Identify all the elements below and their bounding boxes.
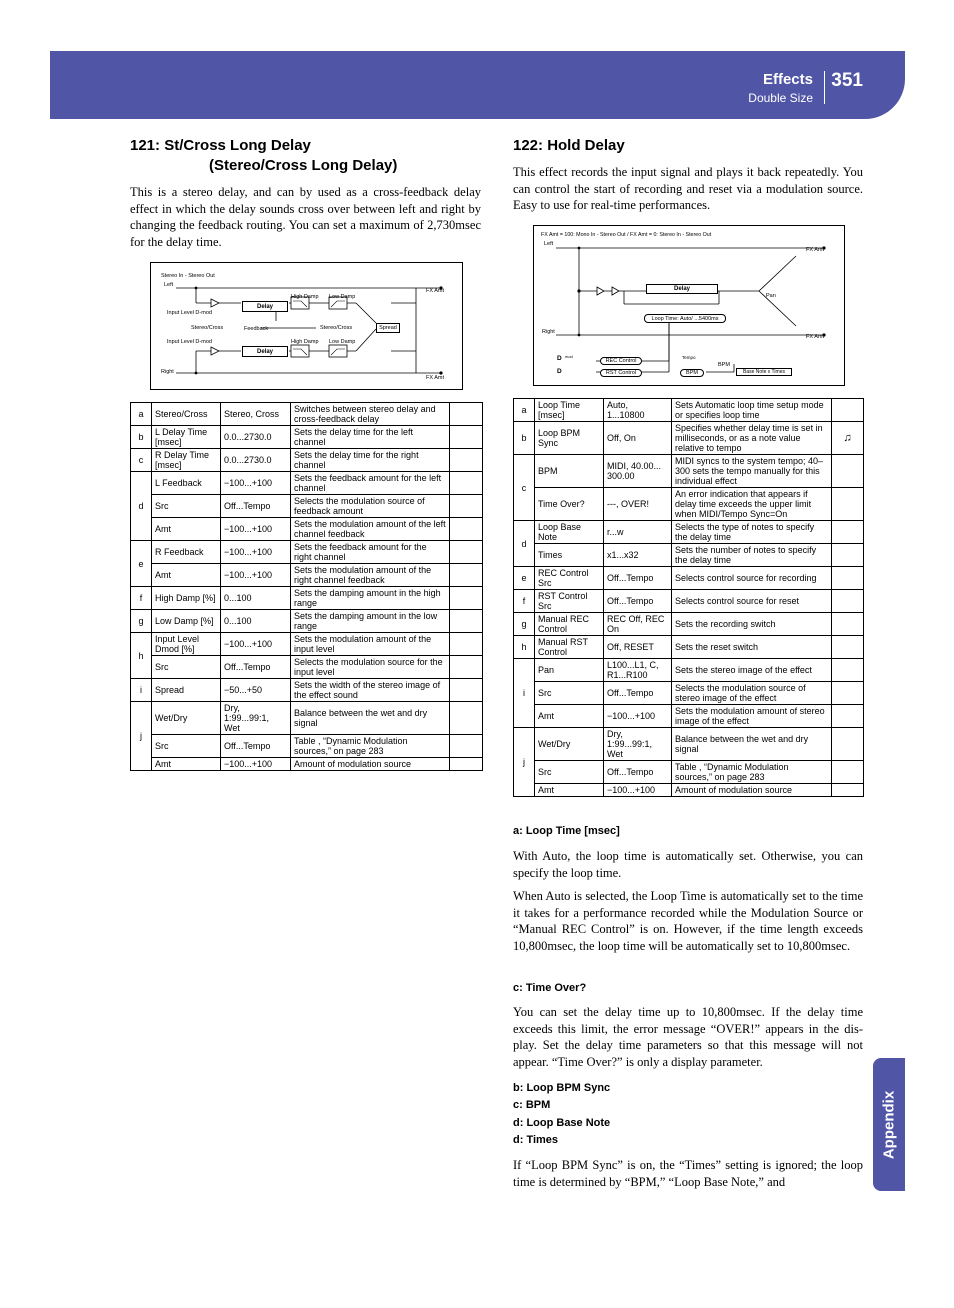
param-note	[832, 728, 864, 761]
param-range: −100...+100	[604, 705, 672, 728]
param-range: Off...Tempo	[221, 735, 291, 758]
param-key: h	[131, 633, 152, 679]
param-range: −100...+100	[221, 564, 291, 587]
time-over-para: You can set the delay time up to 10,800msec. If the delay time exceeds this limit, the error message “OVER!” appears in the dis-play. Set the delay time parameters so that this message will not appear. “Time Over?” is only a display parameter.	[513, 1005, 863, 1069]
param-range: Off...Tempo	[604, 567, 672, 590]
loop-time-para-1: With Auto, the loop time is automatically set. Otherwise, you can specify the loop time.	[513, 849, 863, 880]
param-key: e	[131, 541, 152, 587]
param-range: Off, On	[604, 422, 672, 455]
param-description: Sets the damping amount in the low range	[291, 610, 450, 633]
param-note	[832, 488, 864, 521]
param-description: Selects the modulation source of stereo image of the effect	[672, 682, 832, 705]
param-key: b	[131, 426, 152, 449]
param-range: 0.0...2730.0	[221, 449, 291, 472]
param-note	[450, 610, 483, 633]
param-name: Pan	[535, 659, 604, 682]
param-range: REC Off, REC On	[604, 613, 672, 636]
table-row	[514, 636, 864, 659]
param-note	[450, 758, 483, 771]
param-description: Selects the modulation source for the input level	[291, 656, 450, 679]
param-description: Sets the modulation amount of the left channel feedback	[291, 518, 450, 541]
param-note	[450, 403, 483, 426]
param-description: Sets the delay time for the right channel	[291, 449, 450, 472]
param-note	[832, 399, 864, 422]
param-key: c	[131, 449, 152, 472]
table-row	[514, 521, 864, 544]
param-name: Input Level Dmod [%]	[152, 633, 221, 656]
param-range: Auto, 1...10800	[604, 399, 672, 422]
param-range: Dry, 1:99...99:1, Wet	[604, 728, 672, 761]
diagram-delay-box: Delay	[646, 284, 718, 294]
param-name: Low Damp [%]	[152, 610, 221, 633]
table-row	[514, 761, 864, 784]
param-description: Specifies whether delay time is set in milliseconds, or as a note value relative to tempo	[672, 422, 832, 455]
param-description: Table , “Dynamic Modulation sources,” on page 283	[672, 761, 832, 784]
loop-bpm-sync-subhead: b: Loop BPM Sync	[513, 1082, 611, 1094]
param-name: R Feedback	[152, 541, 221, 564]
param-key: i	[131, 679, 152, 702]
bpm-subhead: c: BPM	[513, 1099, 551, 1111]
param-range: Off, RESET	[604, 636, 672, 659]
page-number: 351	[831, 70, 863, 91]
param-key: e	[514, 567, 535, 590]
param-name: L Feedback	[152, 472, 221, 495]
param-range: −100...+100	[221, 633, 291, 656]
param-note	[450, 426, 483, 449]
diagram-low-damp-top: Low Damp	[329, 294, 356, 300]
param-range: MIDI, 40.00... 300.00	[604, 455, 672, 488]
loop-time-subhead: a: Loop Time [msec]	[513, 825, 620, 837]
param-note	[450, 702, 483, 735]
diagram-d-mod-1: D	[557, 355, 562, 362]
diagram-fx-amt-bottom: FX Amt	[806, 334, 825, 340]
diagram-d-mod-2: D	[557, 368, 562, 375]
diagram-rst-control-pill: RST Control	[600, 369, 642, 377]
param-note	[450, 518, 483, 541]
param-range: 0.0...2730.0	[221, 426, 291, 449]
diagram-input-level-bottom: Input Level D-mod	[167, 339, 212, 345]
param-description: Table , “Dynamic Modulation sources,” on page 283	[291, 735, 450, 758]
param-description: Balance between the wet and dry signal	[672, 728, 832, 761]
param-range: −100...+100	[604, 784, 672, 797]
diagram-left-label: Left	[164, 282, 174, 288]
param-description: An error indication that appears if delay time exceeds the upper limit when MIDI/Tempo Sync=On	[672, 488, 832, 521]
diagram-right-label: Right	[542, 329, 555, 335]
effect-122-parameter-table	[513, 398, 864, 797]
param-name: High Damp [%]	[152, 587, 221, 610]
param-range: −100...+100	[221, 472, 291, 495]
effect-121-parameter-table	[130, 402, 483, 771]
loop-base-note-subhead: d: Loop Base Note	[513, 1117, 611, 1129]
param-name: Src	[152, 656, 221, 679]
param-description: Sets the modulation amount of stereo image of the effect	[672, 705, 832, 728]
diagram-stereo-cross-left: Stereo/Cross	[191, 325, 224, 331]
diagram-title: Stereo In - Stereo Out	[161, 273, 215, 279]
table-row	[514, 544, 864, 567]
param-description: Sets the modulation amount of the right channel feedback	[291, 564, 450, 587]
param-description: Sets the damping amount in the high range	[291, 587, 450, 610]
table-row	[514, 728, 864, 761]
page-header	[50, 51, 905, 119]
appendix-tab[interactable]	[873, 1058, 905, 1191]
param-note	[450, 656, 483, 679]
effect-121-heading: 121: St/Cross Long Delay	[130, 137, 311, 154]
table-row	[131, 541, 483, 564]
param-note	[450, 587, 483, 610]
param-name: Amt	[535, 784, 604, 797]
param-range: −100...+100	[221, 541, 291, 564]
table-row	[131, 702, 483, 735]
diagram-mod-label: mod	[565, 354, 573, 359]
diagram-high-damp-bottom: High Damp	[291, 339, 319, 345]
table-row	[514, 567, 864, 590]
param-range: 0...100	[221, 610, 291, 633]
diagram-fx-amt-top: FX Amt	[806, 247, 825, 253]
param-description: MIDI syncs to the system tempo; 40–300 sets the tempo manually for this individual effect	[672, 455, 832, 488]
param-name: Src	[152, 735, 221, 758]
param-range: Stereo, Cross	[221, 403, 291, 426]
param-range: x1...x32	[604, 544, 672, 567]
bpm-sync-para: If “Loop BPM Sync” is on, the “Times” setting is ignored; the loop time is determined by “BPM,” “Loop Base Note,” and	[513, 1158, 863, 1189]
param-key: c	[514, 455, 535, 521]
param-note	[832, 521, 864, 544]
param-description: Balance between the wet and dry signal	[291, 702, 450, 735]
table-row	[131, 610, 483, 633]
time-over-subhead: c: Time Over?	[513, 982, 587, 994]
param-note	[450, 449, 483, 472]
param-note	[450, 472, 483, 495]
param-range: Dry, 1:99...99:1, Wet	[221, 702, 291, 735]
diagram-spread-box: Spread	[376, 323, 400, 333]
param-name: Wet/Dry	[535, 728, 604, 761]
param-name: BPM	[535, 455, 604, 488]
effect-121-intro: This is a stereo delay, and can by used as a cross-feedback delay effect in which the delay sounds cross over between left and right by changing the feedback routing. You can set a maximum of 2,730msec for the delay time.	[130, 185, 481, 249]
param-key: g	[131, 610, 152, 633]
param-description: Sets the stereo image of the effect	[672, 659, 832, 682]
param-range: −50...+50	[221, 679, 291, 702]
param-range: 0...100	[221, 587, 291, 610]
param-note	[832, 705, 864, 728]
table-row	[514, 682, 864, 705]
param-key: f	[131, 587, 152, 610]
table-row	[514, 613, 864, 636]
param-description: Switches between stereo delay and cross-feedback delay	[291, 403, 450, 426]
param-key: g	[514, 613, 535, 636]
param-key: a	[131, 403, 152, 426]
param-description: Sets Automatic loop time setup mode or specifies loop time	[672, 399, 832, 422]
param-range: ---, OVER!	[604, 488, 672, 521]
param-name: Time Over?	[535, 488, 604, 521]
diagram-tempo-label: Tempo	[682, 355, 696, 360]
effect-121-block-diagram	[150, 262, 463, 390]
param-description: Sets the delay time for the left channel	[291, 426, 450, 449]
diagram-fx-amt-bottom: FX Amt	[426, 375, 445, 381]
diagram-left-label: Left	[544, 241, 554, 247]
table-row	[131, 735, 483, 758]
param-name: L Delay Time [msec]	[152, 426, 221, 449]
section-subtitle: Double Size	[748, 91, 813, 105]
param-description: Selects the type of notes to specify the delay time	[672, 521, 832, 544]
param-name: Amt	[535, 705, 604, 728]
param-note	[832, 636, 864, 659]
param-key: j	[131, 702, 152, 771]
param-note	[832, 567, 864, 590]
effect-122-intro: This effect records the input signal and plays it back repeatedly. You can control the start of recording and reset via a modulation source. Easy to use for real-time performances.	[513, 165, 863, 212]
diagram-input-level-top: Input Level D-mod	[167, 310, 212, 316]
param-description: Sets the number of notes to specify the delay time	[672, 544, 832, 567]
diagram-low-damp-bottom: Low Damp	[329, 339, 356, 345]
param-description: Sets the modulation amount of the input level	[291, 633, 450, 656]
param-description: Sets the feedback amount for the right channel	[291, 541, 450, 564]
param-description: Amount of modulation source	[291, 758, 450, 771]
param-key: f	[514, 590, 535, 613]
param-range: Off...Tempo	[221, 656, 291, 679]
times-subhead: d: Times	[513, 1134, 559, 1146]
param-note	[832, 682, 864, 705]
param-description: Sets the recording switch	[672, 613, 832, 636]
table-row	[131, 518, 483, 541]
param-name: Amt	[152, 564, 221, 587]
param-range: Off...Tempo	[604, 590, 672, 613]
param-note	[832, 659, 864, 682]
param-name: Wet/Dry	[152, 702, 221, 735]
param-note: ♫	[832, 422, 864, 455]
param-name: Manual RST Control	[535, 636, 604, 659]
param-name: RST Control Src	[535, 590, 604, 613]
param-note	[450, 679, 483, 702]
param-range: Off...Tempo	[221, 495, 291, 518]
param-description: Amount of modulation source	[672, 784, 832, 797]
param-range: Off...Tempo	[604, 682, 672, 705]
param-description: Selects control source for recording	[672, 567, 832, 590]
table-row	[131, 495, 483, 518]
param-name: Spread	[152, 679, 221, 702]
param-name: REC Control Src	[535, 567, 604, 590]
table-row	[131, 403, 483, 426]
table-row	[131, 449, 483, 472]
param-name: Amt	[152, 518, 221, 541]
param-range: Off...Tempo	[604, 761, 672, 784]
param-name: Loop Base Note	[535, 521, 604, 544]
param-key: d	[131, 472, 152, 541]
table-row	[514, 422, 864, 455]
section-title: Effects	[762, 71, 813, 88]
table-row	[514, 399, 864, 422]
param-note	[450, 541, 483, 564]
table-row	[131, 758, 483, 771]
param-description: Sets the reset switch	[672, 636, 832, 659]
param-name: Src	[535, 761, 604, 784]
param-description: Sets the width of the stereo image of the effect sound	[291, 679, 450, 702]
diagram-right-label: Right	[161, 369, 174, 375]
param-name: Times	[535, 544, 604, 567]
diagram-delay-bottom: Delay	[242, 346, 288, 357]
param-key: h	[514, 636, 535, 659]
param-description: Selects the modulation source of feedback amount	[291, 495, 450, 518]
diagram-pan-label: Pan	[766, 293, 776, 299]
diagram-feedback-label: Feedback	[244, 326, 269, 332]
param-note	[832, 544, 864, 567]
param-note	[832, 613, 864, 636]
table-row	[514, 784, 864, 797]
param-key: i	[514, 659, 535, 728]
diagram-bpm-pill: BPM	[680, 369, 704, 377]
diagram-wiring	[534, 226, 846, 387]
table-row	[514, 488, 864, 521]
param-name: Src	[152, 495, 221, 518]
effect-122-block-diagram	[533, 225, 845, 386]
diagram-stereo-cross-right: Stereo/Cross	[320, 325, 353, 331]
appendix-tab-label: Appendix	[880, 1090, 898, 1159]
param-range: −100...+100	[221, 518, 291, 541]
param-description: Selects control source for reset	[672, 590, 832, 613]
param-name: Amt	[152, 758, 221, 771]
loop-time-para-2: When Auto is selected, the Loop Time is automatically set to the time it takes for a performance recorded while the Modulation Source or “Manual REC Control” is on. However, if the time length exceeds 10,800msec, the loop time will be automatically set to 10,800msec.	[513, 889, 863, 953]
effect-121-subheading: (Stereo/Cross Long Delay)	[209, 157, 398, 174]
param-description: Sets the feedback amount for the left channel	[291, 472, 450, 495]
table-row	[514, 455, 864, 488]
param-note	[832, 455, 864, 488]
diagram-title: FX Amt = 100: Mono In - Stereo Out / FX Amt = 0: Stereo In - Stereo Out	[541, 232, 712, 238]
diagram-base-note-box: Base Note x Times	[736, 368, 792, 376]
param-name: Loop BPM Sync	[535, 422, 604, 455]
diagram-bpm-label: BPM	[718, 362, 730, 368]
param-name: Stereo/Cross	[152, 403, 221, 426]
table-row	[514, 659, 864, 682]
diagram-delay-top: Delay	[242, 301, 288, 312]
diagram-high-damp-top: High Damp	[291, 294, 319, 300]
table-row	[131, 587, 483, 610]
param-key: d	[514, 521, 535, 567]
table-row	[131, 426, 483, 449]
param-note	[832, 761, 864, 784]
table-row	[131, 564, 483, 587]
effect-122-heading: 122: Hold Delay	[513, 137, 625, 154]
param-name: Src	[535, 682, 604, 705]
param-name: R Delay Time [msec]	[152, 449, 221, 472]
param-key: b	[514, 422, 535, 455]
param-key: a	[514, 399, 535, 422]
header-divider	[824, 71, 825, 104]
param-note	[450, 735, 483, 758]
param-name: Loop Time [msec]	[535, 399, 604, 422]
table-row	[514, 705, 864, 728]
param-note	[450, 495, 483, 518]
param-note	[832, 590, 864, 613]
param-note	[450, 633, 483, 656]
table-row	[131, 656, 483, 679]
param-note	[832, 784, 864, 797]
param-range: −100...+100	[221, 758, 291, 771]
diagram-fx-amt-top: FX Amt	[426, 288, 445, 294]
table-row	[131, 472, 483, 495]
diagram-loop-time-pill: Loop Time: Auto/ ...5400ms	[644, 314, 726, 323]
table-row	[131, 633, 483, 656]
table-row	[131, 679, 483, 702]
param-note	[450, 564, 483, 587]
diagram-rec-control-pill: REC Control	[600, 357, 642, 365]
param-key: j	[514, 728, 535, 797]
param-name: Manual REC Control	[535, 613, 604, 636]
table-row	[514, 590, 864, 613]
param-range: L100...L1, C, R1...R100	[604, 659, 672, 682]
param-range: r...w	[604, 521, 672, 544]
